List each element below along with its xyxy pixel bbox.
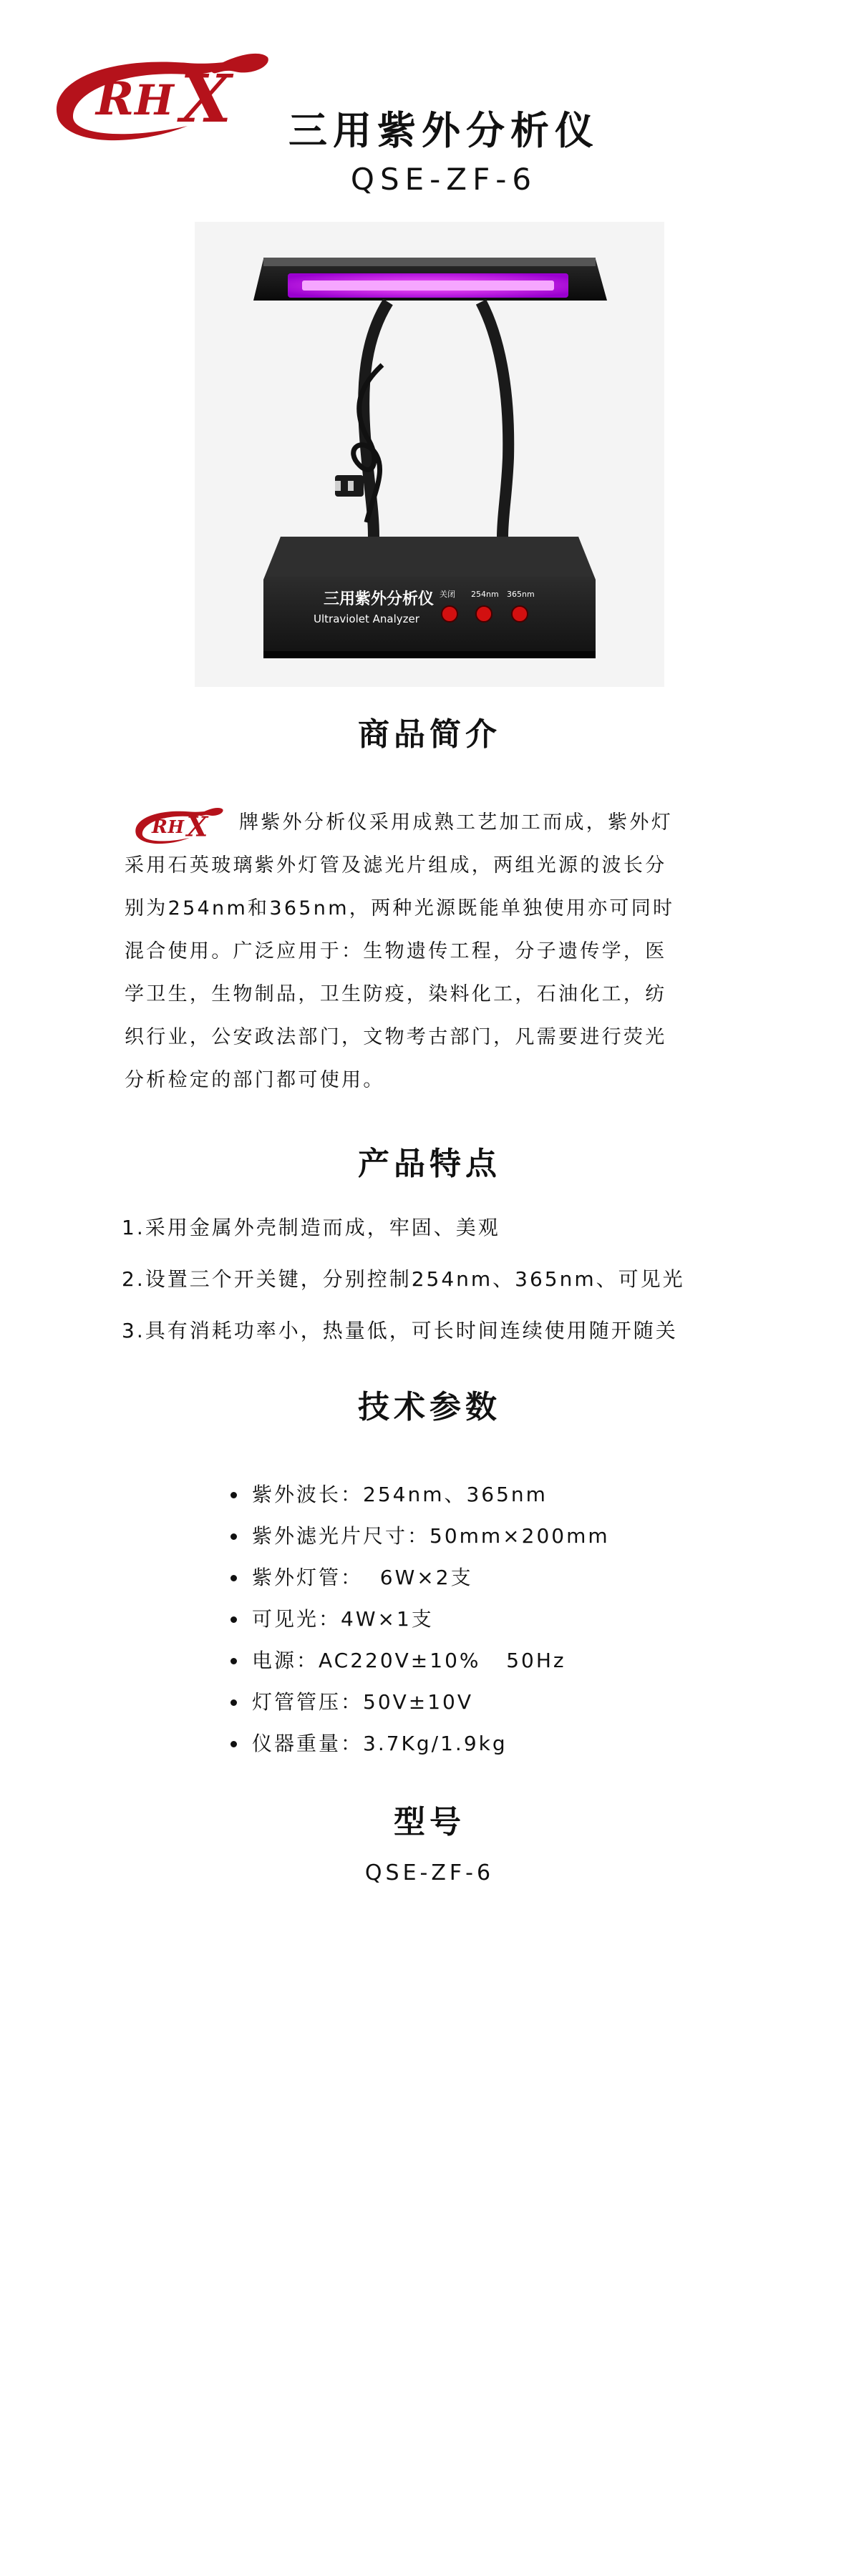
switch-label-365: 365nm [507, 590, 535, 599]
specs-list [230, 1474, 732, 1765]
switch-knob-254 [476, 606, 492, 622]
product-title: 三用紫外分析仪 [288, 108, 599, 153]
spec-text: 紫外滤光片尺寸：50mm×200mm [252, 1524, 610, 1548]
svg-text:X: X [186, 810, 209, 843]
intro-heading: 商品简介 [358, 716, 501, 753]
feature-item: 2.设置三个开关键，分别控制254nm、365nm、可见光 [122, 1267, 685, 1291]
brand-logo [44, 42, 272, 149]
intro-paragraph [125, 801, 740, 1102]
model-value: QSE-ZF-6 [364, 1860, 495, 1885]
specs-heading: 技术参数 [358, 1389, 501, 1425]
bullet-icon [230, 1575, 237, 1581]
bullet-icon [230, 1741, 237, 1747]
svg-text:R: R [152, 816, 169, 839]
spec-text: 灯管管压：50V±10V [252, 1690, 474, 1714]
features-list [122, 1202, 766, 1357]
product-image [195, 222, 664, 687]
switch-label-off: 关闭 [440, 590, 455, 599]
bullet-icon [230, 1658, 237, 1664]
feature-item: 3.具有消耗功率小，热量低，可长时间连续使用随开随关 [122, 1319, 678, 1342]
spec-text: 紫外灯管： 6W×2支 [252, 1566, 473, 1589]
device-label-cn: 三用紫外分析仪 [324, 590, 435, 608]
spec-item [230, 1474, 732, 1516]
brand-logo-small [125, 803, 230, 847]
svg-text:H: H [135, 76, 174, 125]
device-label-en: Ultraviolet Analyzer [314, 613, 419, 625]
bullet-icon [230, 1492, 237, 1498]
intro-line: 分析检定的部门都可使用。 [125, 1069, 385, 1091]
spec-item [230, 1640, 732, 1682]
switch-label-254: 254nm [471, 590, 499, 599]
model-code: QSE-ZF-6 [350, 162, 538, 197]
intro-line: 别为254nm和365nm，两种光源既能单独使用亦可同时 [125, 897, 675, 919]
model-heading: 型号 [394, 1804, 465, 1840]
bullet-icon [230, 1533, 237, 1540]
bullet-icon [230, 1616, 237, 1623]
spec-item [230, 1516, 732, 1557]
svg-text:X: X [180, 60, 232, 137]
bullet-icon [230, 1699, 237, 1706]
spec-item [230, 1682, 732, 1723]
feature-item: 1.采用金属外壳制造而成，牢固、美观 [122, 1216, 500, 1239]
spec-text: 仪器重量：3.7Kg/1.9kg [252, 1732, 508, 1755]
spec-item [230, 1599, 732, 1640]
spec-text: 可见光：4W×1支 [252, 1607, 434, 1631]
spec-text: 紫外波长：254nm、365nm [252, 1483, 548, 1506]
intro-line: 混合使用。广泛应用于：生物遗传工程，分子遗传学，医 [125, 940, 667, 962]
intro-line: 采用石英玻璃紫外灯管及滤光片组成，两组光源的波长分 [125, 854, 667, 877]
uv-analyzer-illustration [195, 222, 664, 687]
spec-text: 电源：AC220V±10% 50Hz [252, 1649, 566, 1672]
svg-text:H: H [168, 816, 185, 838]
intro-line-text: 牌紫外分析仪采用成熟工艺加工而成，紫外灯 [239, 811, 673, 834]
intro-line: 织行业，公安政法部门，文物考古部门，凡需要进行荧光 [125, 1026, 667, 1048]
switch-knob-off [442, 606, 457, 622]
intro-line [125, 801, 740, 844]
svg-text:R: R [96, 72, 135, 126]
spec-item [230, 1723, 732, 1765]
intro-line: 学卫生，生物制品，卫生防疫，染料化工，石油化工，纺 [125, 983, 667, 1005]
features-heading: 产品特点 [358, 1146, 501, 1182]
spec-item [230, 1557, 732, 1599]
switch-knob-365 [512, 606, 528, 622]
